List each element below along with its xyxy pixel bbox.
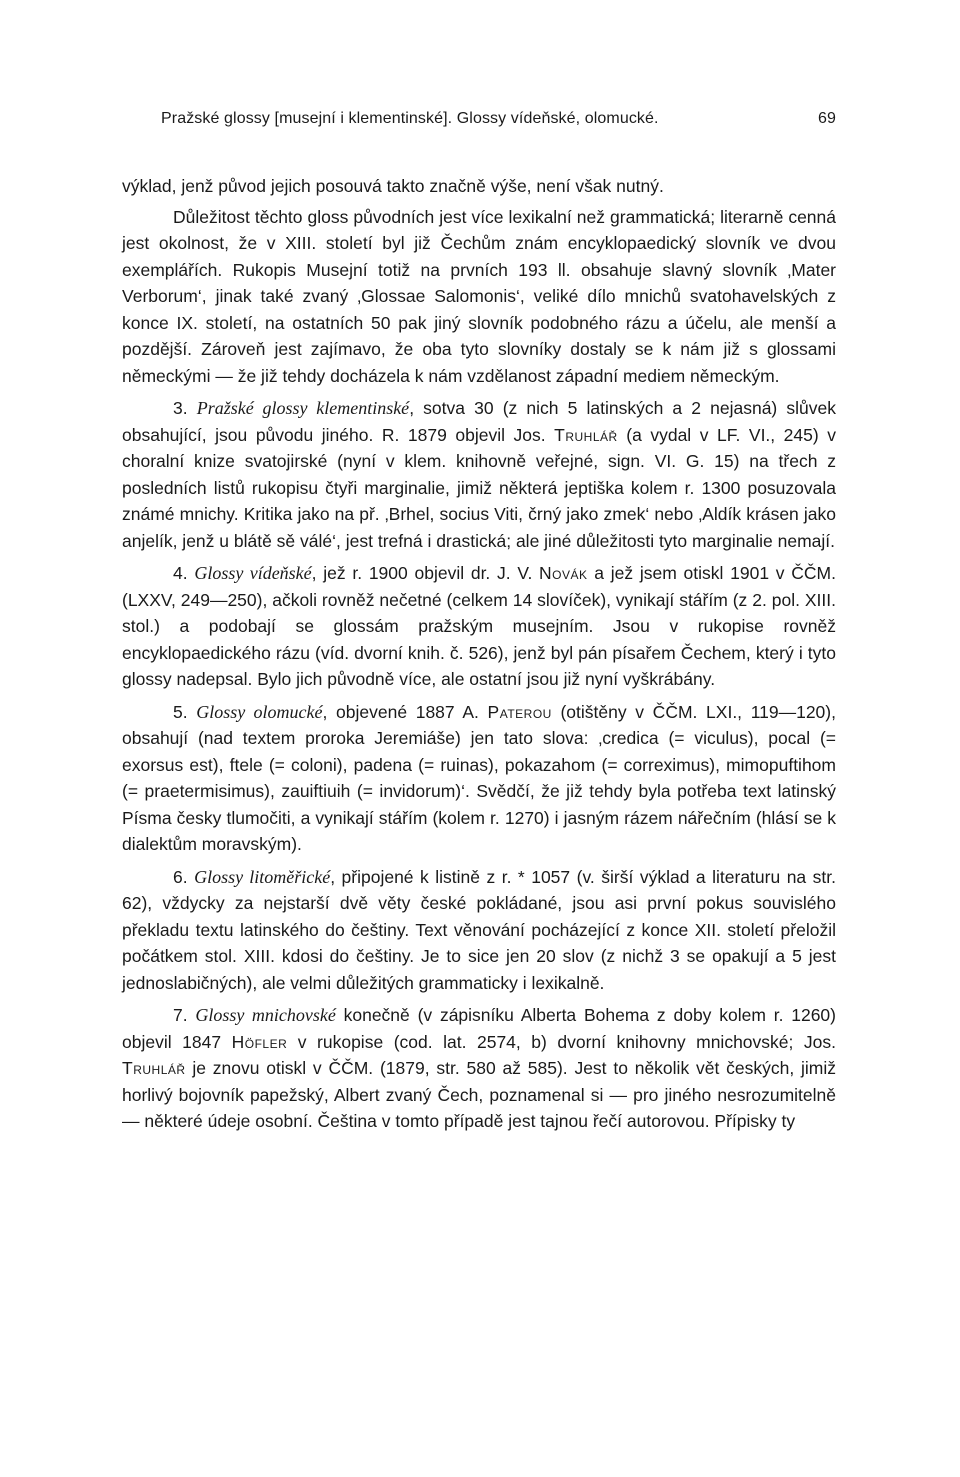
text-run: (otištěny v ČČM. LXI., 119—120), obsahují (nad textem proroka Jeremiáše) jen tato slova: ‚credica (= viculus), pocal (= exorsus est), ftele (= coloni), padena (= ruinas), pokazahom (= correximus), mimopuftihom (= praetermisimus), zauiftiuih (= invidorum)‘. Svědčí, že již tehdy byla potřeba text latinský Písma česky tlumočiti, a vynikají stářím (kolem r. 1270) i jasným rázem nářečním (hlásí se k dialektům moravským). <box>122 701 836 854</box>
text-run: , připojené k listině z r. * 1057 (v. širší výklad a literaturu na str. 62), vždycky za nejstarší dvě věty české pokládané, jsou asi první pokus souvislého překladu textu latinského do češtiny. Text věnování pocházející z konce XII. století přeložil počátkem stol. XIII. kdosi do češtiny. Je to sice jen 20 slov (z nichž 3 se opakují a 5 jest jednoslabičných), ale velmi důležitých grammaticky i lexikalně. <box>122 866 836 993</box>
section-heading-italic: Pražské glossy klementinské <box>196 398 410 418</box>
body-text <box>122 173 836 1135</box>
paragraph-section-4 <box>122 560 836 693</box>
book-page <box>122 110 836 1139</box>
text-run: 7. <box>173 1005 196 1025</box>
author-name-smallcaps: Höfler <box>231 1031 288 1052</box>
running-header-title: Pražské glossy [musejní i klementinské]. Glossy vídeňské, olomucké. <box>161 110 659 127</box>
text-run: (a vydal v LF. VI., 245) v choralní knize svatojirské (nyní v klem. knihovně veřejné, sign. VI. G. 15) na třech z posledních listů rukopisu čtyři marginalie, jimiž některá jeptiška kolem r. 1300 posuzovala známé mnichy. Kritika jako na př. ‚Brhel, socius Viti, črný jako zmek‘ nebo ‚Aldík krásen jako anjelík, jenž u blátě sě válé‘, jest trefná i drastická; ale jiné důležitosti tyto marginalie nemají. <box>122 424 836 551</box>
text-run: , objevené 1887 A. <box>322 701 488 722</box>
paragraph-section-5 <box>122 699 836 858</box>
text-run: v rukopise (cod. lat. 2574, b) dvorní knihovny mnichovské; Jos. <box>287 1031 836 1052</box>
author-name-smallcaps: Paterou <box>487 701 552 722</box>
section-heading-italic: Glossy olomucké <box>196 701 323 722</box>
text-run: , jež r. 1900 objevil dr. J. V. <box>311 563 540 583</box>
paragraph-section-6 <box>122 864 836 997</box>
author-name-smallcaps: Novák <box>539 563 588 583</box>
page-number: 69 <box>818 110 836 127</box>
text-run: konečně (v zápisníku Alberta Bohema z doby kolem r. 1260) objevil 1847 <box>122 1005 836 1052</box>
text-run: 4. <box>173 563 195 583</box>
running-header <box>161 110 836 140</box>
paragraph-section-7 <box>122 1002 836 1135</box>
text-run: , sotva 30 (z nich 5 latinských a 2 nejasná) slůvek obsahující, jsou původu jiného. R. 1879 objevil Jos. <box>122 398 836 445</box>
section-heading-italic: Glossy vídeňské <box>194 563 312 583</box>
paragraph-importance <box>122 204 836 390</box>
text-run: výklad, jenž původ jejich posouvá takto značně výše, není však nutný. <box>122 176 664 196</box>
text-run: a jež jsem otiskl 1901 v ČČM. (LXXV, 249—250), ačkoli rovněž nečetné (celkem 14 slovíček), vynikají stářím (z 2. pol. XIII. stol.) a podobají se glossám pražským musejním. Jsou v rukopise rovněž encyklopaedického rázu (víd. dvorní knih. č. 526), jenž byl pán písařem Čechem, který i tyto glossy nadepsal. Bylo jich původně více, ale ostatní jsou již nyní vyškrábány. <box>122 563 836 689</box>
section-heading-italic: Glossy mnichovské <box>195 1005 336 1025</box>
text-run: je znovu otiskl v ČČM. (1879, str. 580 až 585). Jest to několik vět českých, jimiž horlivý bojovník papežský, Albert zvaný Čech, poznamenal si — pro jiného nesrozumitelně — některé údeje osobní. Čeština v tomto případě jest tajnou řečí autorovou. Přípisky ty <box>122 1058 836 1131</box>
author-name-smallcaps: Truhlář <box>554 424 618 445</box>
text-run: 5. <box>173 701 197 722</box>
text-run: 6. <box>173 866 195 887</box>
author-name-smallcaps: Truhlář <box>122 1058 186 1078</box>
paragraph-section-3 <box>122 395 836 554</box>
text-run: 3. <box>173 398 197 418</box>
text-run: Důležitost těchto gloss původních jest více lexikalní než grammatická; literarně cenná jest okolnost, že v XIII. století byl již Čechům znám encyklopaedický slovník ve dvou exemplářích. Rukopis Musejní totiž na prvních 193 ll. obsahuje slavný slovník ‚Mater Verborum‘, jinak také zvaný ‚Glossae Salomonis‘, veliké dílo mnichů svatohavelských z konce IX. století, na ostatních 50 pak jiný slovník podobného rázu a účelu, ale menší a pozdější. Zároveň jest zajímavo, že oba tyto slovníky dostaly se k nám již s glossami německými — že již tehdy docházela k nám vzdělanost západní mediem německým. <box>122 206 836 386</box>
paragraph-continuation <box>122 173 836 200</box>
section-heading-italic: Glossy litoměřické <box>194 866 331 887</box>
